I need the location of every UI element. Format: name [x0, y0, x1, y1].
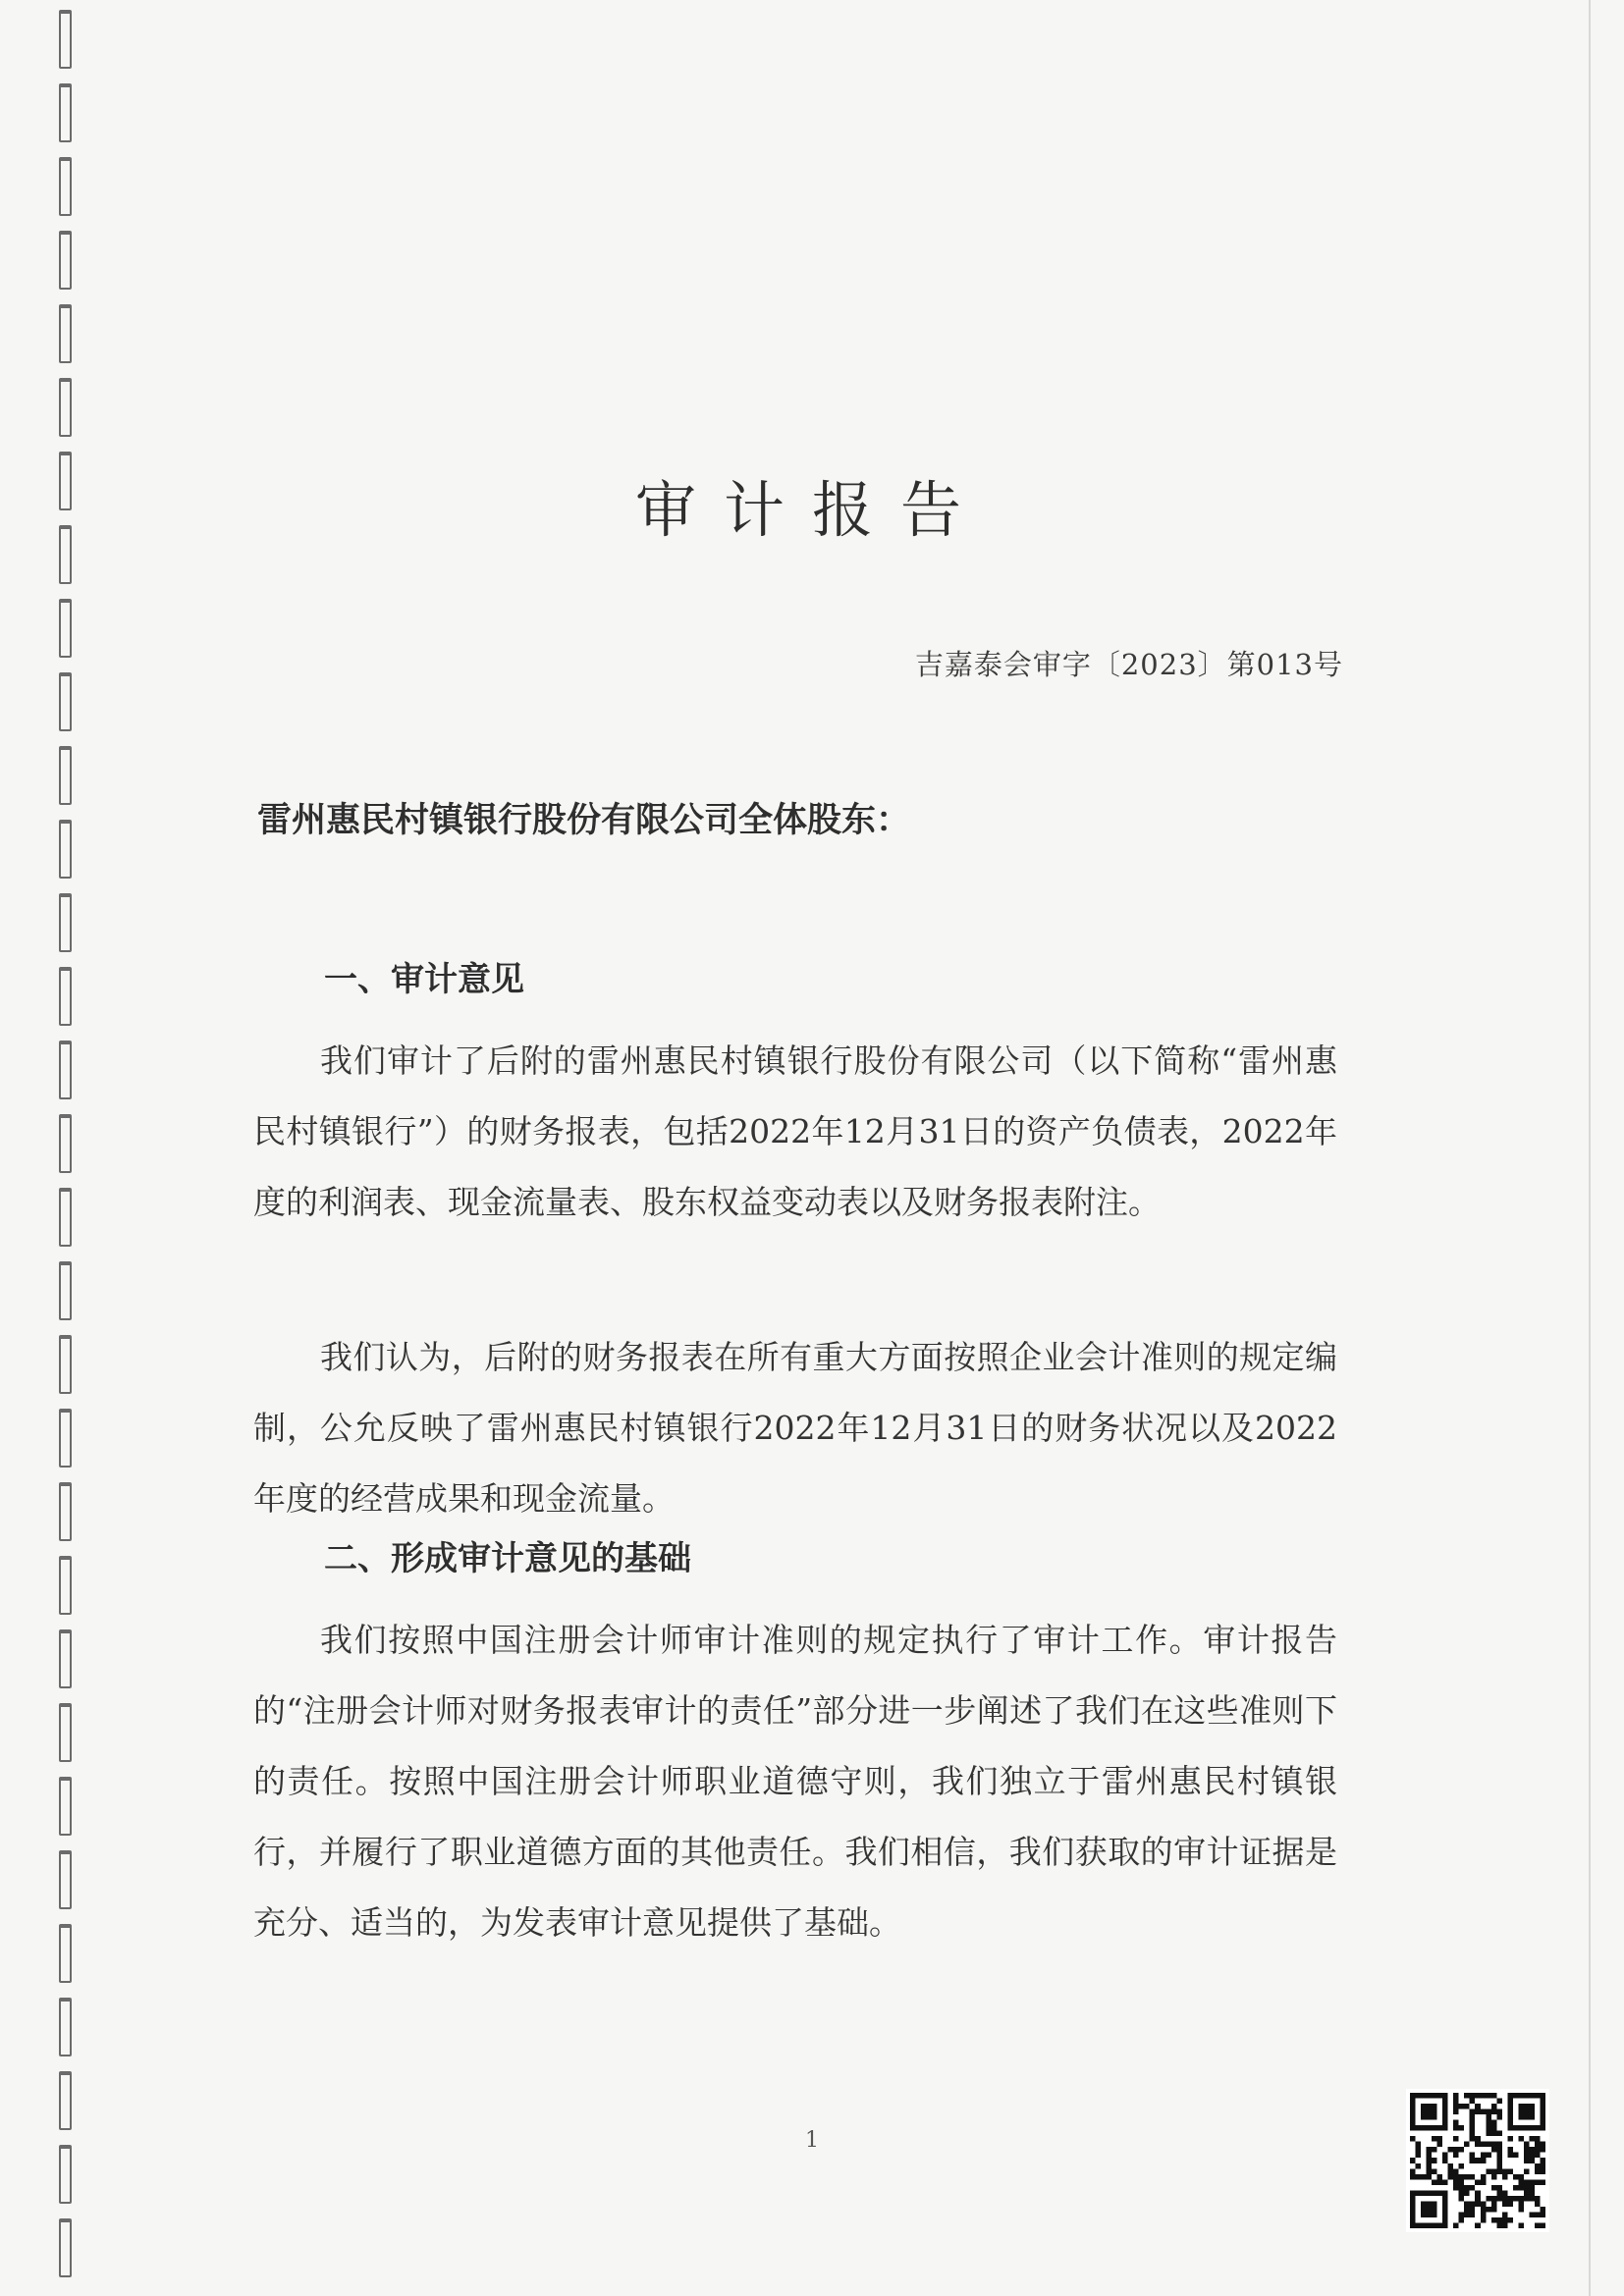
binding-hole-icon	[59, 1924, 72, 1983]
binding-hole-icon	[59, 2145, 72, 2204]
binding-hole-icon	[59, 746, 72, 805]
binding-hole-icon	[59, 1335, 72, 1394]
paragraph-basis: 我们按照中国注册会计师审计准则的规定执行了审计工作。审计报告的“注册会计师对财务报表审计的责任”部分进一步阐述了我们在这些准则下的责任。按照中国注册会计师职业道德守则，我们独立于雷州惠民村镇银行，并履行了职业道德方面的其他责任。我们相信，我们获取的审计证据是充分、适当的，为发表审计意见提供了基础。	[253, 1621, 1337, 1942]
page-number: 1	[805, 2128, 819, 2153]
report-title: 审计报告	[634, 474, 989, 546]
binding-hole-icon	[59, 2071, 72, 2130]
binding-hole-icon	[59, 1041, 72, 1099]
paragraph-opinion: 我们认为，后附的财务报表在所有重大方面按照企业会计准则的规定编制，公允反映了雷州惠民村镇银行2022年12月31日的财务状况以及2022年度的经营成果和现金流量。	[253, 1338, 1337, 1518]
binding-hole-icon	[59, 1777, 72, 1836]
binding-hole-icon	[59, 231, 72, 290]
binding-hole-icon	[59, 1629, 72, 1688]
binding-hole-icon	[59, 1556, 72, 1615]
binding-hole-icon	[59, 304, 72, 363]
binding-hole-icon	[59, 1482, 72, 1541]
page-edge	[1589, 0, 1591, 2296]
binding-hole-icon	[59, 10, 72, 69]
binding-hole-icon	[59, 672, 72, 731]
binding-hole-icon	[59, 157, 72, 216]
binding-hole-icon	[59, 2218, 72, 2277]
addressee: 雷州惠民村镇银行股份有限公司全体股东：	[257, 800, 911, 840]
section-heading-audit-opinion: 一、审计意见	[324, 960, 524, 999]
binding-hole-icon	[59, 1409, 72, 1468]
binding-hole-icon	[59, 1188, 72, 1247]
binding-hole-icon	[59, 1114, 72, 1173]
binding-hole-icon	[59, 599, 72, 658]
binding-hole-icon	[59, 1998, 72, 2056]
binding-hole-icon	[59, 378, 72, 437]
binding-hole-icon	[59, 1850, 72, 1909]
binding-hole-icon	[59, 893, 72, 952]
binding-strip	[0, 0, 88, 2296]
qr-code-icon	[1406, 2089, 1549, 2232]
binding-hole-icon	[59, 967, 72, 1026]
binding-hole-icon	[59, 83, 72, 142]
binding-hole-icon	[59, 1703, 72, 1762]
paragraph-audit-scope: 我们审计了后附的雷州惠民村镇银行股份有限公司（以下简称“雷州惠民村镇银行”）的财务报表，包括2022年12月31日的资产负债表，2022年度的利润表、现金流量表、股东权益变动表以及财务报表附注。	[253, 1041, 1337, 1221]
document-number: 吉嘉泰会审字〔2023〕第013号	[914, 648, 1343, 681]
section-heading-basis: 二、形成审计意见的基础	[324, 1539, 691, 1578]
binding-hole-icon	[59, 1261, 72, 1320]
binding-hole-icon	[59, 820, 72, 879]
